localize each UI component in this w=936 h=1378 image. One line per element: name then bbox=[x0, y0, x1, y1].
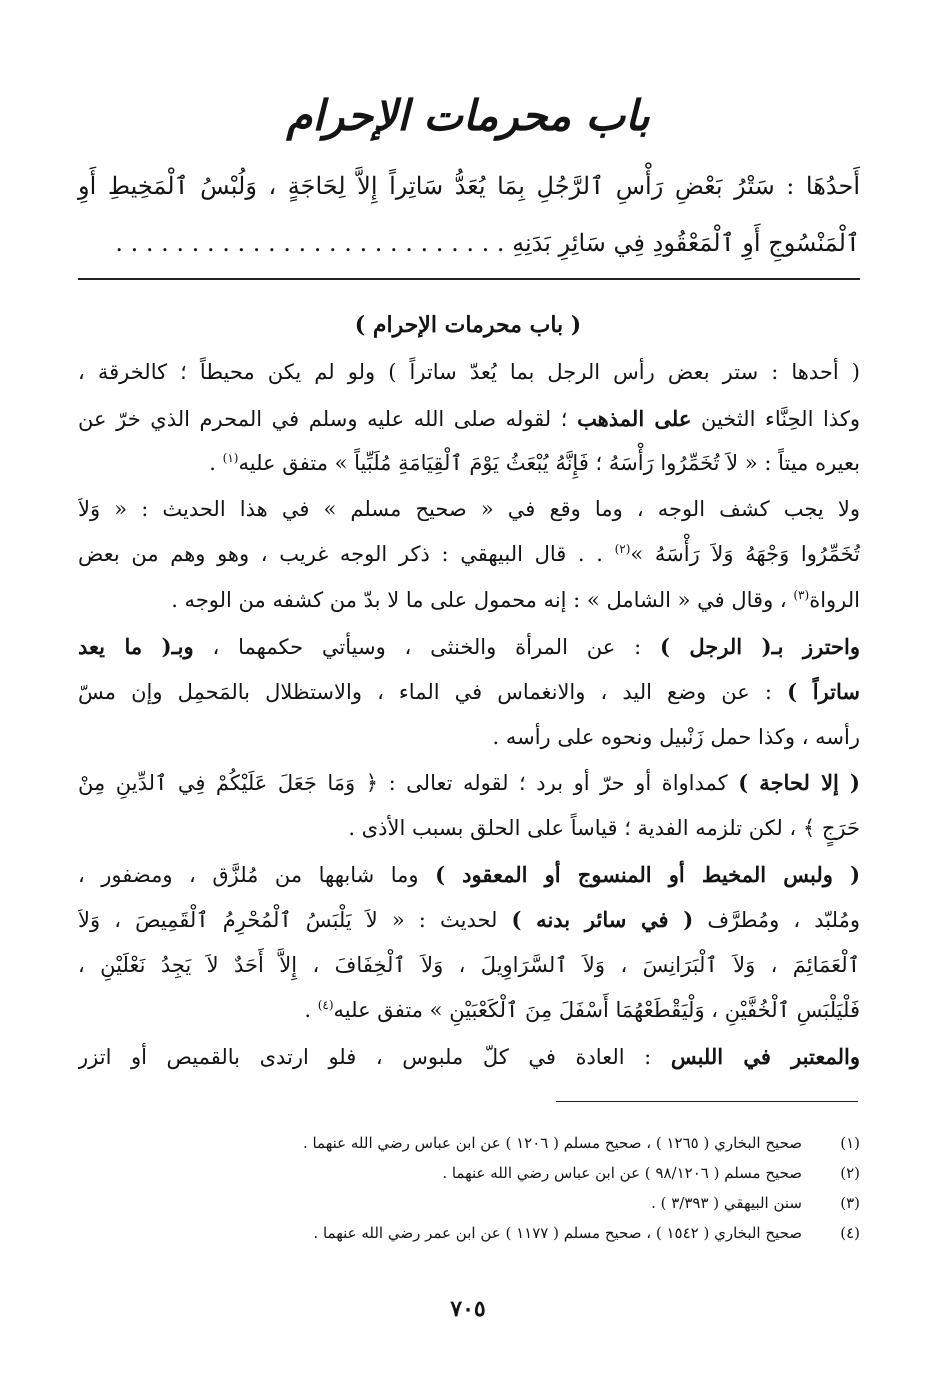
footnotes bbox=[160, 1128, 860, 1248]
commentary-line: ٱلْعَمَائِمَ ، وَلاَ ٱلْبَرَانِسَ ، وَلاَ ٱلسَّرَاوِيلَ ، وَلاَ ٱلْخِفَافَ ، إِلاَّ أَحَدٌ لاَ يَجِدُ نَعْلَيْنِ ، bbox=[78, 952, 860, 977]
footnote-separator bbox=[556, 1101, 858, 1102]
footnote-number: (٣) bbox=[840, 1194, 860, 1212]
commentary-line: بعيره ميتاً : « لاَ تُخَمِّرُوا رَأْسَهُ ؛ فَإِنَّهُ يُبْعَثُ يَوْمَ ٱلْقِيَامَةِ مُلَبِّياً » متفق عليه$^{(١)}$ . bbox=[209, 451, 860, 476]
matn-text bbox=[78, 158, 860, 272]
footnote-text: صحيح مسلم ( ٩٨/١٢٠٦ ) عن ابن عباس رضي الله عنهما . bbox=[442, 1164, 802, 1182]
footnote-number: (١) bbox=[840, 1134, 860, 1152]
commentary-line: والمعتبر في اللبس : العادة في كلّ ملبوس ، فلو ارتدى بالقميص أو اتزر bbox=[78, 1043, 860, 1069]
footnote bbox=[160, 1218, 860, 1248]
bold-quoted-text: ( إلا لحاجة ) bbox=[738, 770, 860, 796]
commentary-line: ( إلا لحاجة ) كمداواة أو حرّ أو برد ؛ لقوله تعالى : ﴿ وَمَا جَعَلَ عَلَيْكُمْ فِي ٱلدِّينِ مِنْ bbox=[78, 770, 860, 796]
commentary-line: الرواة$^{(٣)}$ ، وقال في « الشامل » : إنه محمول على ما لا بدّ من كشفه من الوجه . bbox=[171, 587, 860, 612]
commentary-line: ساتراً ) : عن وضع اليد ، والانغماس في الماء ، والاستظلال بالمَحمِل وإن مسّ bbox=[78, 679, 860, 705]
footnote-text: صحيح البخاري ( ١٢٦٥ ) ، صحيح مسلم ( ١٢٠٦ ) عن ابن عباس رضي الله عنهما . bbox=[302, 1134, 802, 1152]
commentary-line: واحترز بـ( الرجل ) : عن المرأة والخنثى ، وسيأتي حكمهما ، وبـ( ما يعد bbox=[78, 633, 860, 659]
commentary-line: ومُلبّد ، ومُطرَّف ( في سائر بدنه ) لحديث : « لاَ يَلْبَسُ ٱلْمُحْرِمُ ٱلْقَمِيصَ ، وَلاَ bbox=[78, 907, 860, 933]
footnote-number: (٢) bbox=[840, 1164, 860, 1182]
footnote-marker: (١) bbox=[222, 451, 239, 466]
footnote-marker: (٤) bbox=[317, 998, 334, 1013]
commentary-text bbox=[78, 350, 860, 1080]
bold-quoted-text: ( ولبس المخيط أو المنسوج أو المعقود ) bbox=[435, 861, 860, 887]
commentary-line: ( أحدها : ستر بعض رأس الرجل بما يُعدّ ساتراً ) ولو لم يكن محيطاً ؛ كالخرقة ، bbox=[78, 360, 860, 384]
bold-quoted-text: واحترز بـ( الرجل ) bbox=[660, 633, 860, 659]
matn-line: ٱلْمَنْسُوجِ أَوِ ٱلْمَعْقُودِ فِي سَائِرِ بَدَنِهِ . . . . . . . . . . . . . . . . . . . . . . . . . . bbox=[115, 229, 860, 257]
footnote-text: سنن البيهقي ( ٣/٣٩٣ ) . bbox=[651, 1194, 802, 1212]
footnote bbox=[160, 1158, 860, 1188]
footnote bbox=[160, 1128, 860, 1158]
footnote-marker: (٢) bbox=[614, 542, 631, 557]
bold-quoted-text: ساتراً ) bbox=[787, 679, 860, 705]
page-number: ٧٠٥ bbox=[450, 1296, 486, 1322]
footnote-text: صحيح البخاري ( ١٥٤٢ ) ، صحيح مسلم ( ١١٧٧ ) عن ابن عمر رضي الله عنهما . bbox=[313, 1224, 802, 1242]
matn-line: أَحدُهَا : سَتْرُ بَعْضِ رَأْسِ ٱلرَّجُلِ بِمَا يُعَدُّ سَاتِراً إِلاَّ لِحَاجَةٍ ، وَلُبْسُ ٱلْمَخِيطِ أَوِ bbox=[78, 172, 860, 200]
footnote-marker: (٣) bbox=[793, 587, 810, 602]
commentary-line: رأسه ، وكذا حمل زَنْبيل ونحوه على رأسه . bbox=[492, 724, 860, 749]
bold-quoted-text: على المذهب bbox=[577, 405, 692, 431]
bold-quoted-text: والمعتبر في اللبس bbox=[670, 1043, 860, 1069]
commentary-line: تُخَمِّرُوا وَجْهَهُ وَلاَ رَأْسَهُ »$^{(٢)}$ . . قال البيهقي : ذكر الوجه غريب ، وهو وهم من بعض bbox=[78, 542, 860, 567]
commentary-line: ولا يجب كشف الوجه ، وما وقع في « صحيح مسلم » في هذا الحديث : « وَلاَ bbox=[78, 496, 860, 521]
commentary-line: حَرَجٍ ﴾ ، لكن تلزمه الفدية ؛ قياساً على الحلق بسبب الأذى . bbox=[348, 815, 860, 840]
section-heading: ( باب محرمات الإحرام ) bbox=[354, 312, 582, 338]
commentary-line: فَلْيَلْبَسِ ٱلْخُفَّيْنِ ، وَلْيَقْطَعْهُمَا أَسْفَلَ مِنَ ٱلْكَعْبَيْنِ » متفق عليه$^{(٤)}$ . bbox=[304, 998, 860, 1023]
footnote bbox=[160, 1188, 860, 1218]
bold-quoted-text: وبـ( ما يعد bbox=[78, 633, 194, 659]
commentary-line: ( ولبس المخيط أو المنسوج أو المعقود ) وما شابهها من مُلزَّق ، ومضفور ، bbox=[78, 861, 860, 887]
separator-rule bbox=[78, 278, 860, 280]
chapter-title: باب محرمات الإحرام bbox=[286, 91, 650, 140]
commentary-line: وكذا الحِنَّاء الثخين على المذهب ؛ لقوله صلى الله عليه وسلم في المحرم الذي خرّ عن bbox=[78, 405, 860, 431]
bold-quoted-text: ( في سائر بدنه ) bbox=[511, 907, 694, 933]
footnote-number: (٤) bbox=[840, 1224, 860, 1242]
